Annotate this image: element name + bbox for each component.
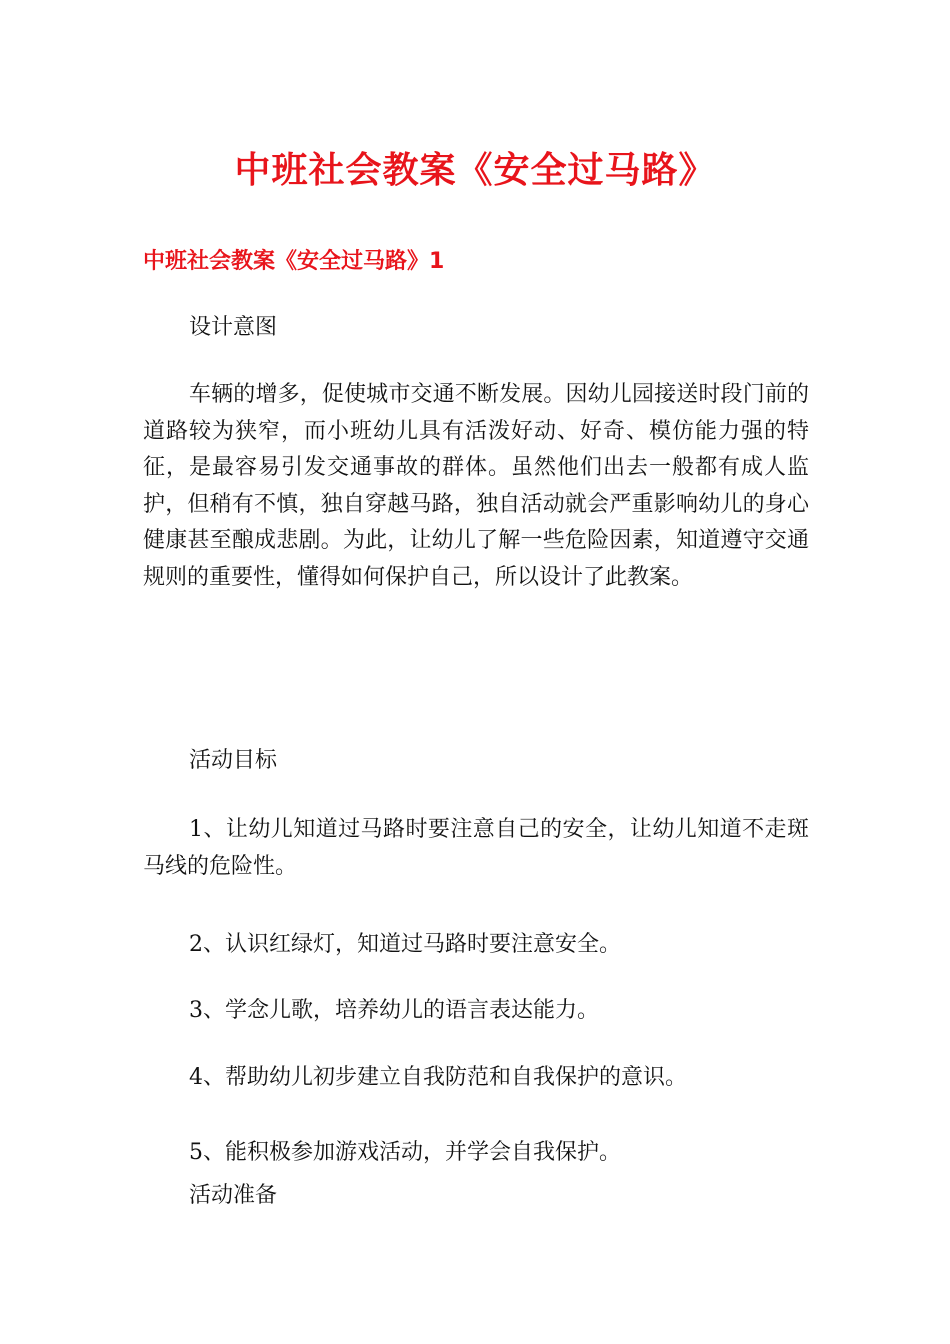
goals-label: 活动目标 [189, 748, 278, 773]
goal-item-2: 2、认识红绿灯，知道过马路时要注意安全。 [189, 932, 621, 957]
goal-item-4: 4、帮助幼儿初步建立自我防范和自我保护的意识。 [189, 1065, 687, 1090]
page-title: 中班社会教案《安全过马路》 [234, 149, 716, 192]
goal-item-3: 3、学念儿歌，培养幼儿的语言表达能力。 [189, 998, 599, 1023]
goal-item-5: 5、能积极参加游戏活动，并学会自我保护。 [189, 1140, 621, 1165]
design-intent-paragraph: 车辆的增多，促使城市交通不断发展。因幼儿园接送时段门前的道路较为狭窄，而小班幼儿具有活泼好动、好奇、模仿能力强的特征，是最容易引发交通事故的群体。虽然他们出去一般都有成人监护，但稍有不慎，独自穿越马路，独自活动就会严重影响幼儿的身心健康甚至酿成悲剧。为此，让幼儿了解一些危险因素，知道遵守交通规则的重要性，懂得如何保护自己，所以设计了此教案。 [143, 382, 809, 590]
section-heading: 中班社会教案《安全过马路》1 [143, 249, 445, 274]
design-intent-label: 设计意图 [189, 315, 278, 340]
goal-item-1: 1、让幼儿知道过马路时要注意自己的安全，让幼儿知道不走斑马线的危险性。 [143, 817, 809, 879]
preparation-label: 活动准备 [189, 1183, 278, 1208]
